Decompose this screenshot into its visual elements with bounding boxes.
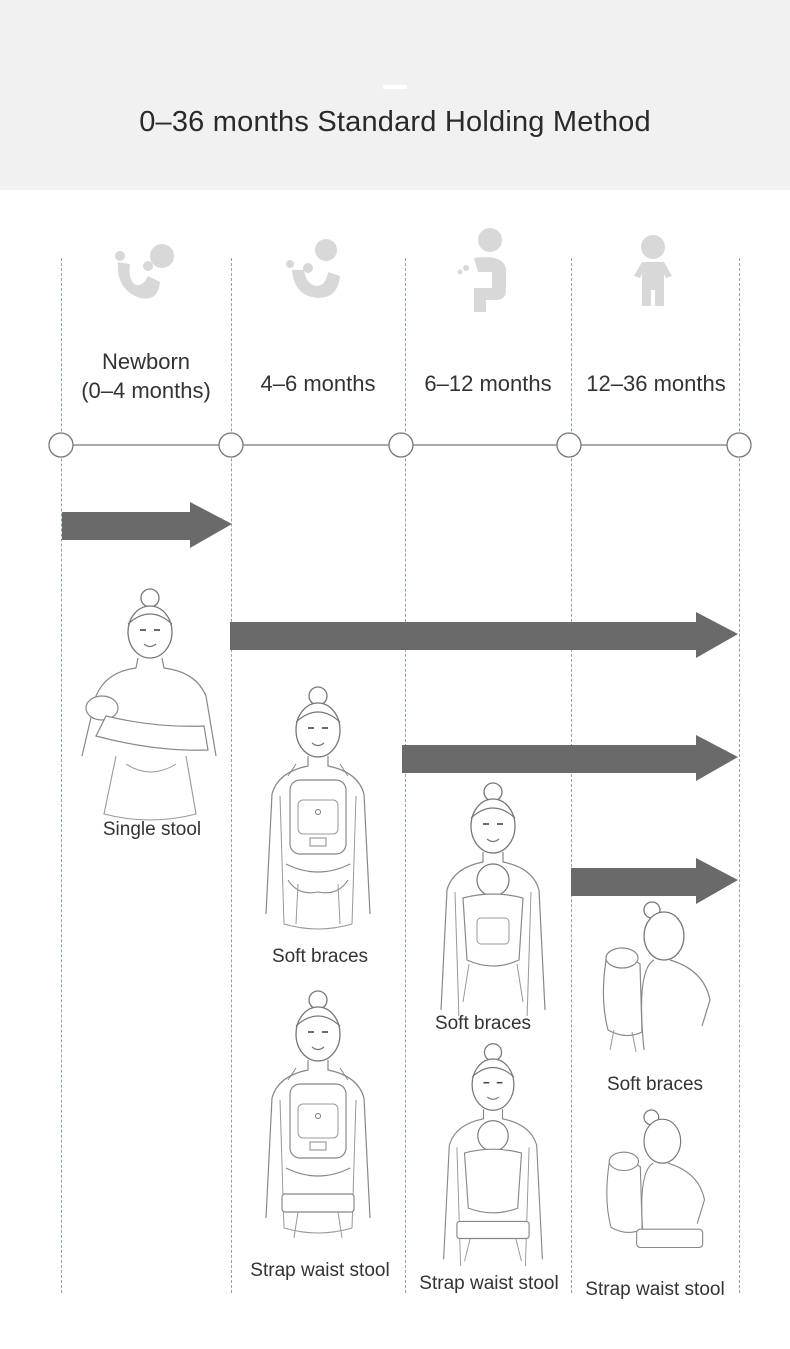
arrow-4-6-to-36	[230, 610, 740, 660]
header-accent-dash	[383, 85, 407, 89]
arrow-newborn	[62, 500, 234, 550]
stage-label-12-36: 12–36 months	[586, 371, 726, 396]
figure-caption: Soft braces	[434, 1013, 532, 1034]
figure-caption: Single stool	[102, 819, 202, 840]
page-title: 0–36 months Standard Holding Method	[139, 106, 651, 138]
timeline-node	[49, 433, 73, 457]
stage-label-line: Newborn	[101, 349, 191, 374]
arrow-6-12-to-36	[402, 733, 740, 783]
stage-label-newborn	[61, 347, 231, 405]
timeline-node	[557, 433, 581, 457]
soft-braces-back-figure	[596, 900, 716, 1072]
stage-divider-line	[61, 258, 62, 1293]
timeline-node	[389, 433, 413, 457]
strap-waist-stool-back-figure	[600, 1100, 710, 1274]
baby-reclining-icon	[284, 236, 348, 304]
stage-divider-line	[231, 258, 232, 1293]
timeline-node	[219, 433, 243, 457]
mother-holding-newborn-figure	[76, 586, 220, 826]
timeline	[0, 425, 790, 465]
figure-caption: Strap waist stool	[419, 1273, 559, 1294]
figure-caption: Soft braces	[271, 946, 369, 967]
baby-lying-icon	[112, 240, 182, 304]
strap-waist-stool-figure	[436, 1040, 550, 1266]
stage-label-line: (0–4 months)	[81, 378, 211, 403]
figure-caption: Strap waist stool	[585, 1279, 725, 1300]
header-banner	[0, 0, 790, 190]
toddler-standing-icon	[628, 234, 678, 308]
timeline-node	[727, 433, 751, 457]
arrow-12-36	[571, 856, 740, 906]
soft-braces-figure	[430, 780, 556, 1016]
stage-label-6-12: 6–12 months	[424, 371, 552, 396]
stage-label-4-6: 4–6 months	[260, 371, 376, 396]
strap-waist-stool-figure	[248, 988, 388, 1244]
figure-caption: Strap waist stool	[250, 1260, 390, 1281]
soft-braces-figure	[248, 684, 388, 944]
figure-caption: Soft braces	[606, 1074, 704, 1095]
baby-sitting-icon	[456, 228, 512, 314]
